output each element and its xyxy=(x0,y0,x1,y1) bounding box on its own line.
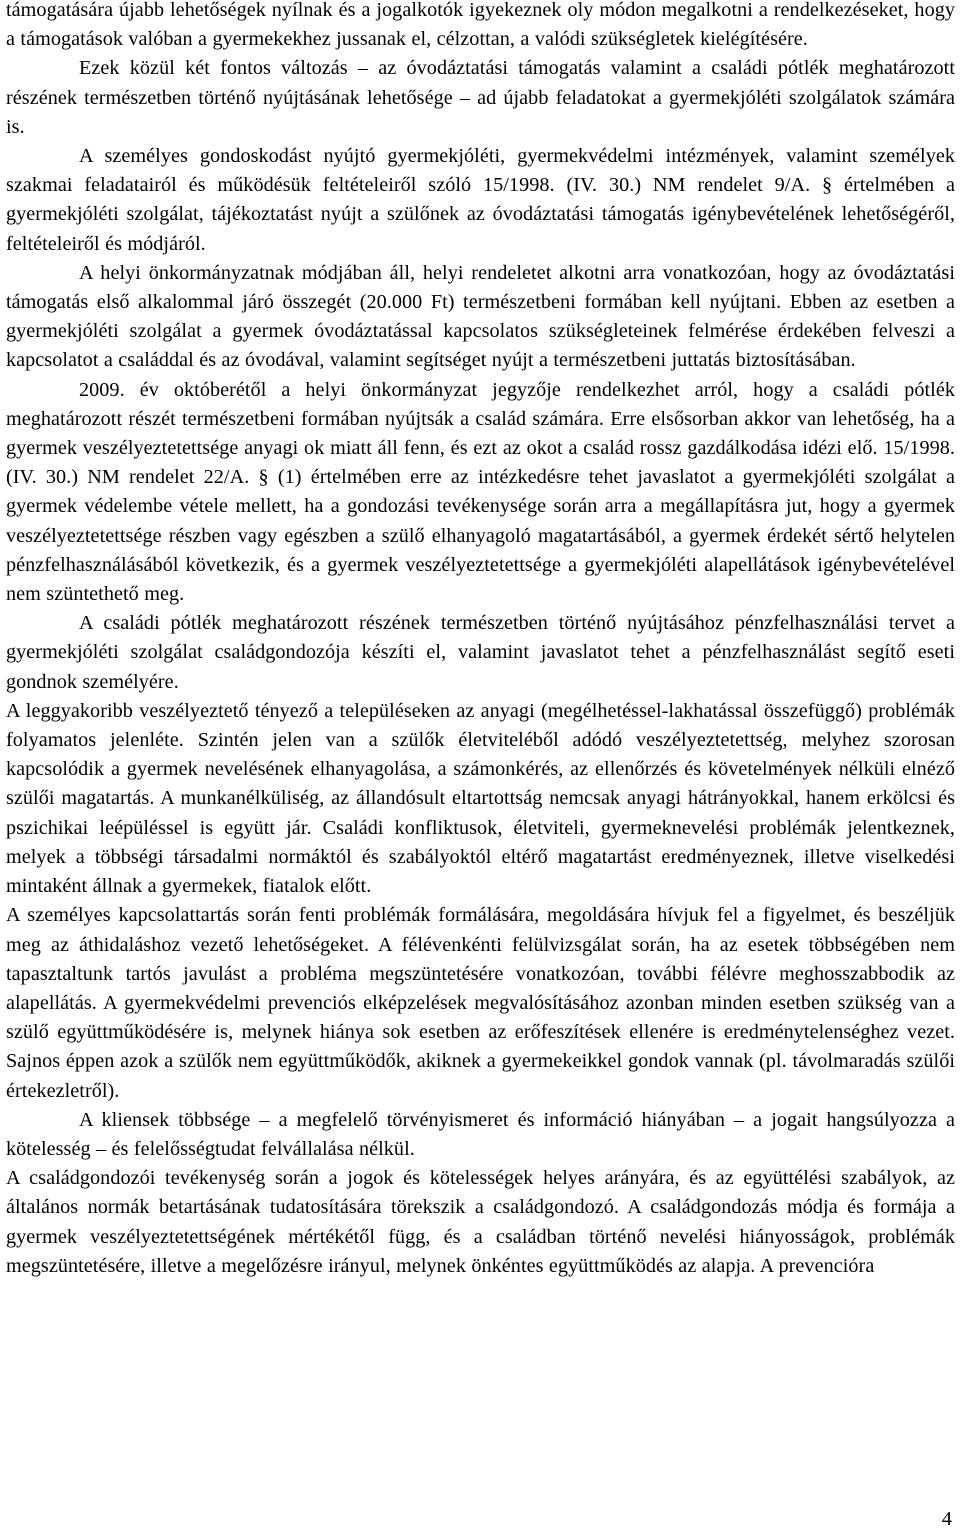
paragraph: A leggyakoribb veszélyeztető tényező a településeken az anyagi (megélhetéssel-lakhatással összefüggő) problémák folyamatos jelenléte. Szintén jelen van a szülők életviteléből adódó veszélyeztetettség, melyhez szorosan kapcsolódik a gyermek nevelésének elhanyagolása, a számonkérés, az ellenőrzés és követelmények nélküli elnéző szülői magatartás. A munkanélküliség, az állandósult eltartottság nemcsak anyagi hátrányokkal, hanem erkölcsi és pszichikai leépüléssel is együtt jár. Családi konfliktusok, életviteli, gyermeknevelési problémák jelentkeznek, melyek a többségi társadalmi normáktól és szabályoktól eltérő magatartást eredményeznek, illetve viselkedési mintaként állnak a gyermekek, fiatalok előtt. xyxy=(6,699,955,898)
paragraph: A családgondozói tevékenység során a jogok és kötelességek helyes arányára, és az együttélési szabályok, az általános normák betartásának tudatosítására törekszik a családgondozó. A családgondozás módja és formája a gyermek veszélyeztetettségének mértékétől függ, és a családban történő nevelési hiányosságok, problémák megszüntetésére, illetve a megelőzésre irányul, melynek önkéntes együttműködés az alapja. A prevencióra xyxy=(6,1167,955,1277)
paragraph: támogatására újabb lehetőségek nyílnak és a jogalkotók igyekeznek oly módon megalkotni a rendelkezéseket, hogy a támogatások valóban a gyermekekhez jussanak el, célzottan, a valódi szükségletek kielégítésére. xyxy=(6,0,955,51)
paragraph: Ezek közül két fontos változás – az óvodáztatási támogatás valamint a családi pótlék meghatározott részének természetben történő nyújtásának lehetősége – ad újabb feladatokat a gyermekjóléti szolgálatok számára is. xyxy=(6,57,955,138)
paragraph: A személyes gondoskodást nyújtó gyermekjóléti, gyermekvédelmi intézmények, valamint személyek szakmai feladatairól és működésük feltételeiről szóló 15/1998. (IV. 30.) NM rendelet 9/A. § értelmében a gyermekjóléti szolgálat, tájékoztatást nyújt a szülőnek az óvodáztatási támogatás igénybevételének lehetőségéről, feltételeiről és módjáról. xyxy=(6,145,955,255)
paragraph: A helyi önkormányzatnak módjában áll, helyi rendeletet alkotni arra vonatkozóan, hogy az óvodáztatási támogatás első alkalommal járó összegét (20.000 Ft) természetbeni formában kell nyújtani. Ebben az esetben a gyermekjóléti szolgálat a gyermek óvodáztatással kapcsolatos szükségleteinek felmérése érdekében felveszi a kapcsolatot a családdal és az óvodával, valamint segítséget nyújt a természetbeni juttatás biztosításában. xyxy=(6,261,955,372)
paragraph: A személyes kapcsolattartás során fenti problémák formálására, megoldására hívjuk fel a figyelmet, és beszéljük meg az áthidaláshoz vezető lehetőségeket. A félévenkénti felülvizsgálat során, ha az esetek többségében nem tapasztaltunk tartós javulást a probléma megszüntetésére vonatkozóan, további félévre meghosszabbodik az alapellátás. A gyermekvédelmi prevenciós elképzelések megvalósításához azonban minden esetben szükség van a szülő együttműködésére is, melynek hiánya sok esetben az erőfeszítések ellenére is eredménytelenséghez vezet. Sajnos éppen azok a szülők nem együttműködők, akiknek a gyermekeikkel gondok vannak (pl. távolmaradás szülői értekezletről). xyxy=(6,904,955,1102)
paragraph: A családi pótlék meghatározott részének természetben történő nyújtásához pénzfelhasználási tervet a gyermekjóléti szolgálat családgondozója készíti el, valamint javaslatot tehet a pénzfelhasználást segítő eseti gondnok személyére. xyxy=(6,612,955,693)
paragraph: 2009. év októberétől a helyi önkormányzat jegyzője rendelkezhet arról, hogy a családi pótlék meghatározott részét természetbeni formában nyújtsák a család számára. Erre elsősorban akkor van lehetőség, ha a gyermek veszélyeztetettsége anyagi ok miatt áll fenn, és ezt az okot a család rossz gazdálkodása idézi elő. 15/1998. (IV. 30.) NM rendelet 22/A. § (1) értelmében erre az intézkedésre tehet javaslatot a gyermekjóléti szolgálat a gyermek védelembe vétele mellett, ha a gondozási tevékenysége során arra a megállapításra jut, hogy a gyermek veszélyeztetettsége részben vagy egészben a szülő elhanyagoló magatartásából, a gyermek érdekét sértő helytelen pénzfelhasználásából következik, és a gyermek veszélyeztetettsége a gyermekjóléti alapellátások igénybevételével nem szüntethető meg. xyxy=(6,378,955,606)
page-number: 4 xyxy=(941,1508,952,1530)
body-text xyxy=(6,0,955,1281)
paragraph: A kliensek többsége – a megfelelő törvényismeret és információ hiányában – a jogait hangsúlyozza a kötelesség – és felelősségtudat felvállalása nélkül. xyxy=(6,1108,955,1160)
